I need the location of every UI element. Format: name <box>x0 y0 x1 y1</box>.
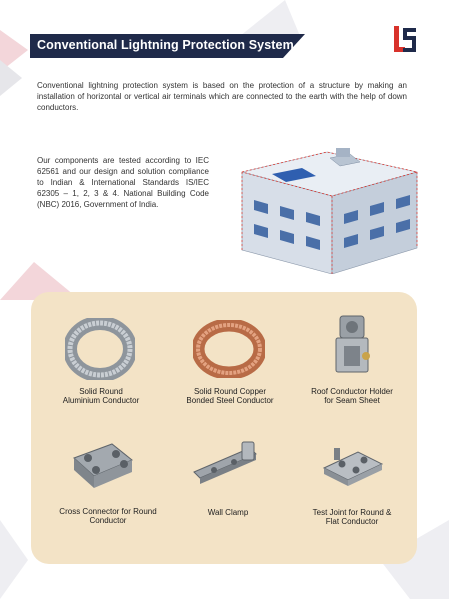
cross-connector-icon <box>66 436 138 498</box>
page-title: Conventional Lightning Protection System <box>37 38 294 52</box>
product-label-test-joint: Test Joint for Round & Flat Conductor <box>312 508 392 526</box>
standards-paragraph: Our components are tested according to IEC 62561 and our design and solution compliance to Indian & International Standards IS/IEC 62305 – 1, 2, 3 & 4. National Building Code (NBC) 2016, Government of India. <box>37 156 209 209</box>
deco-triangle-bottom-left <box>0 520 28 599</box>
wall-clamp-icon <box>190 438 266 490</box>
deco-triangle-top-mid <box>240 0 300 36</box>
intro-paragraph: Conventional lightning protection system is based on the protection of a structure by making an installation of horizontal or vertical air terminals which are connected to the earth with the help of down conductors. <box>37 81 407 112</box>
copper-coil-icon <box>193 320 265 378</box>
product-label-wall-clamp: Wall Clamp <box>207 508 249 517</box>
product-label-copper: Solid Round Copper Bonded Steel Conductor <box>186 387 274 405</box>
product-label-roof-holder: Roof Conductor Holder for Seam Sheet <box>311 387 393 405</box>
aluminium-coil-icon <box>65 318 135 380</box>
roof-holder-icon <box>330 312 374 378</box>
product-label-aluminium: Solid Round Aluminium Conductor <box>62 387 140 405</box>
test-joint-icon <box>318 444 388 490</box>
brand-logo <box>392 24 418 56</box>
deco-triangle-top-left-grey <box>0 60 22 96</box>
building-illustration <box>232 124 420 274</box>
product-label-cross-connector: Cross Connector for Round Conductor <box>59 507 157 525</box>
